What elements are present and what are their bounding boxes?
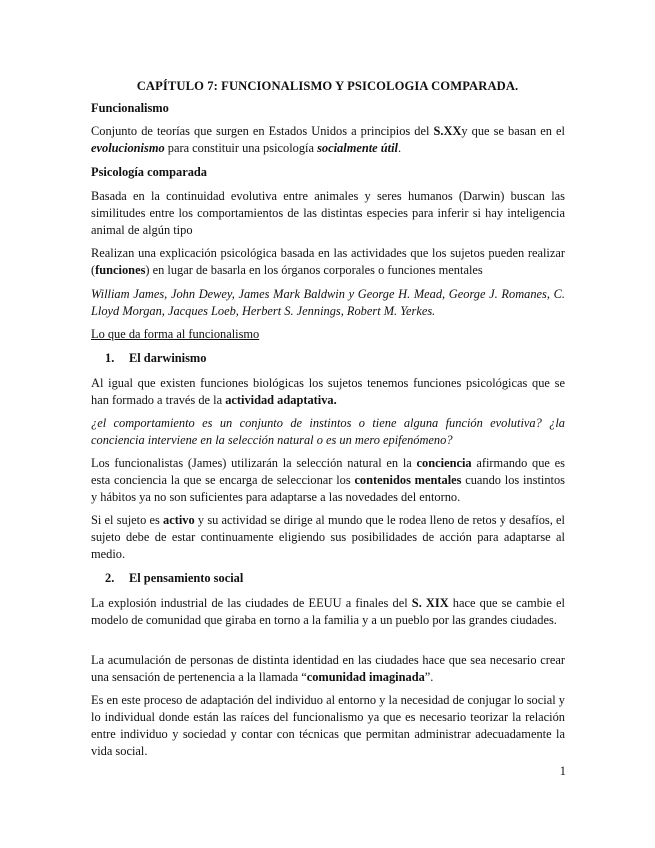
paragraph-funcionalismo-definition: Conjunto de teorías que surgen en Estados Unidos a principios del S.XXy que se basan en el evolucionismo para constituir una psicología socialmente útil. — [91, 124, 565, 155]
paragraph-darwinismo-3: Si el sujeto es activo y su actividad se dirige al mundo que le rodea lleno de retos y desafíos, el sujeto debe de estar continuamente eligiendo sus posibilidades de acción para adaptarse al medio. — [91, 513, 566, 561]
section-heading-psicologia-comparada: Psicología comparada — [91, 165, 207, 179]
authors-list: William James, John Dewey, James Mark Baldwin y George H. Mead, George J. Romanes, C. Lloyd Morgan, Jacques Loeb, Herbert S. Jennings, Robert M. Yerkes. — [91, 287, 565, 318]
paragraph-darwinismo-2: Los funcionalistas (James) utilizarán la selección natural en la conciencia afirmando que es esta conciencia la que se encarga de seleccionar los contenidos mentales cuando los instintos y hábitos ya no son suficientes para adaptarse a las novedades del entorno. — [91, 456, 565, 504]
chapter-title: CAPÍTULO 7: FUNCIONALISMO Y PSICOLOGIA COMPARADA. — [136, 79, 519, 93]
paragraph-psicologia-comparada-2: Realizan una explicación psicológica basada en las actividades que los sujetos pueden realizar (funciones) en lugar de basarla en los órganos corporales o funciones mentales — [91, 246, 565, 277]
paragraph-pensamiento-social-3: Es en este proceso de adaptación del individuo al entorno y la necesidad de conjugar lo social y lo individual donde están las raíces del funcionalismo ya que es necesario teorizar la relación entre individuo y sociedad y contar con técnicas que permitan administrar adecuadamente la vida social. — [91, 693, 565, 758]
paragraph-darwinismo-1: Al igual que existen funciones biológicas los sujetos tenemos funciones psicológicas que se han formado a través de la actividad adaptativa. — [91, 376, 565, 407]
paragraph-psicologia-comparada-1: Basada en la continuidad evolutiva entre animales y seres humanos (Darwin) buscan las similitudes entre los comportamientos de las distintas especies para inferir si hay inteligencia animal de algún tipo — [91, 189, 565, 237]
numbered-heading-darwinismo: 1. El darwinismo — [105, 351, 207, 365]
page-number: 1 — [559, 764, 566, 778]
numbered-heading-pensamiento-social: 2. El pensamiento social — [105, 571, 244, 585]
question-paragraph: ¿el comportamiento es un conjunto de instintos o tiene alguna función evolutiva? ¿la conciencia interviene en la selección natural o es un mero epifenómeno? — [91, 416, 565, 447]
section-heading-funcionalismo: Funcionalismo — [91, 101, 169, 115]
section-heading-lo-que-da-forma: Lo que da forma al funcionalismo — [91, 327, 260, 341]
paragraph-pensamiento-social-2: La acumulación de personas de distinta identidad en las ciudades hace que sea necesario crear una sensación de pertenencia a la llamada “comunidad imaginada”. — [91, 653, 565, 684]
paragraph-pensamiento-social-1: La explosión industrial de las ciudades de EEUU a finales del S. XIX hace que se cambie el modelo de comunidad que giraba en torno a la familia y a un pueblo por las grandes ciudades. — [91, 596, 565, 627]
